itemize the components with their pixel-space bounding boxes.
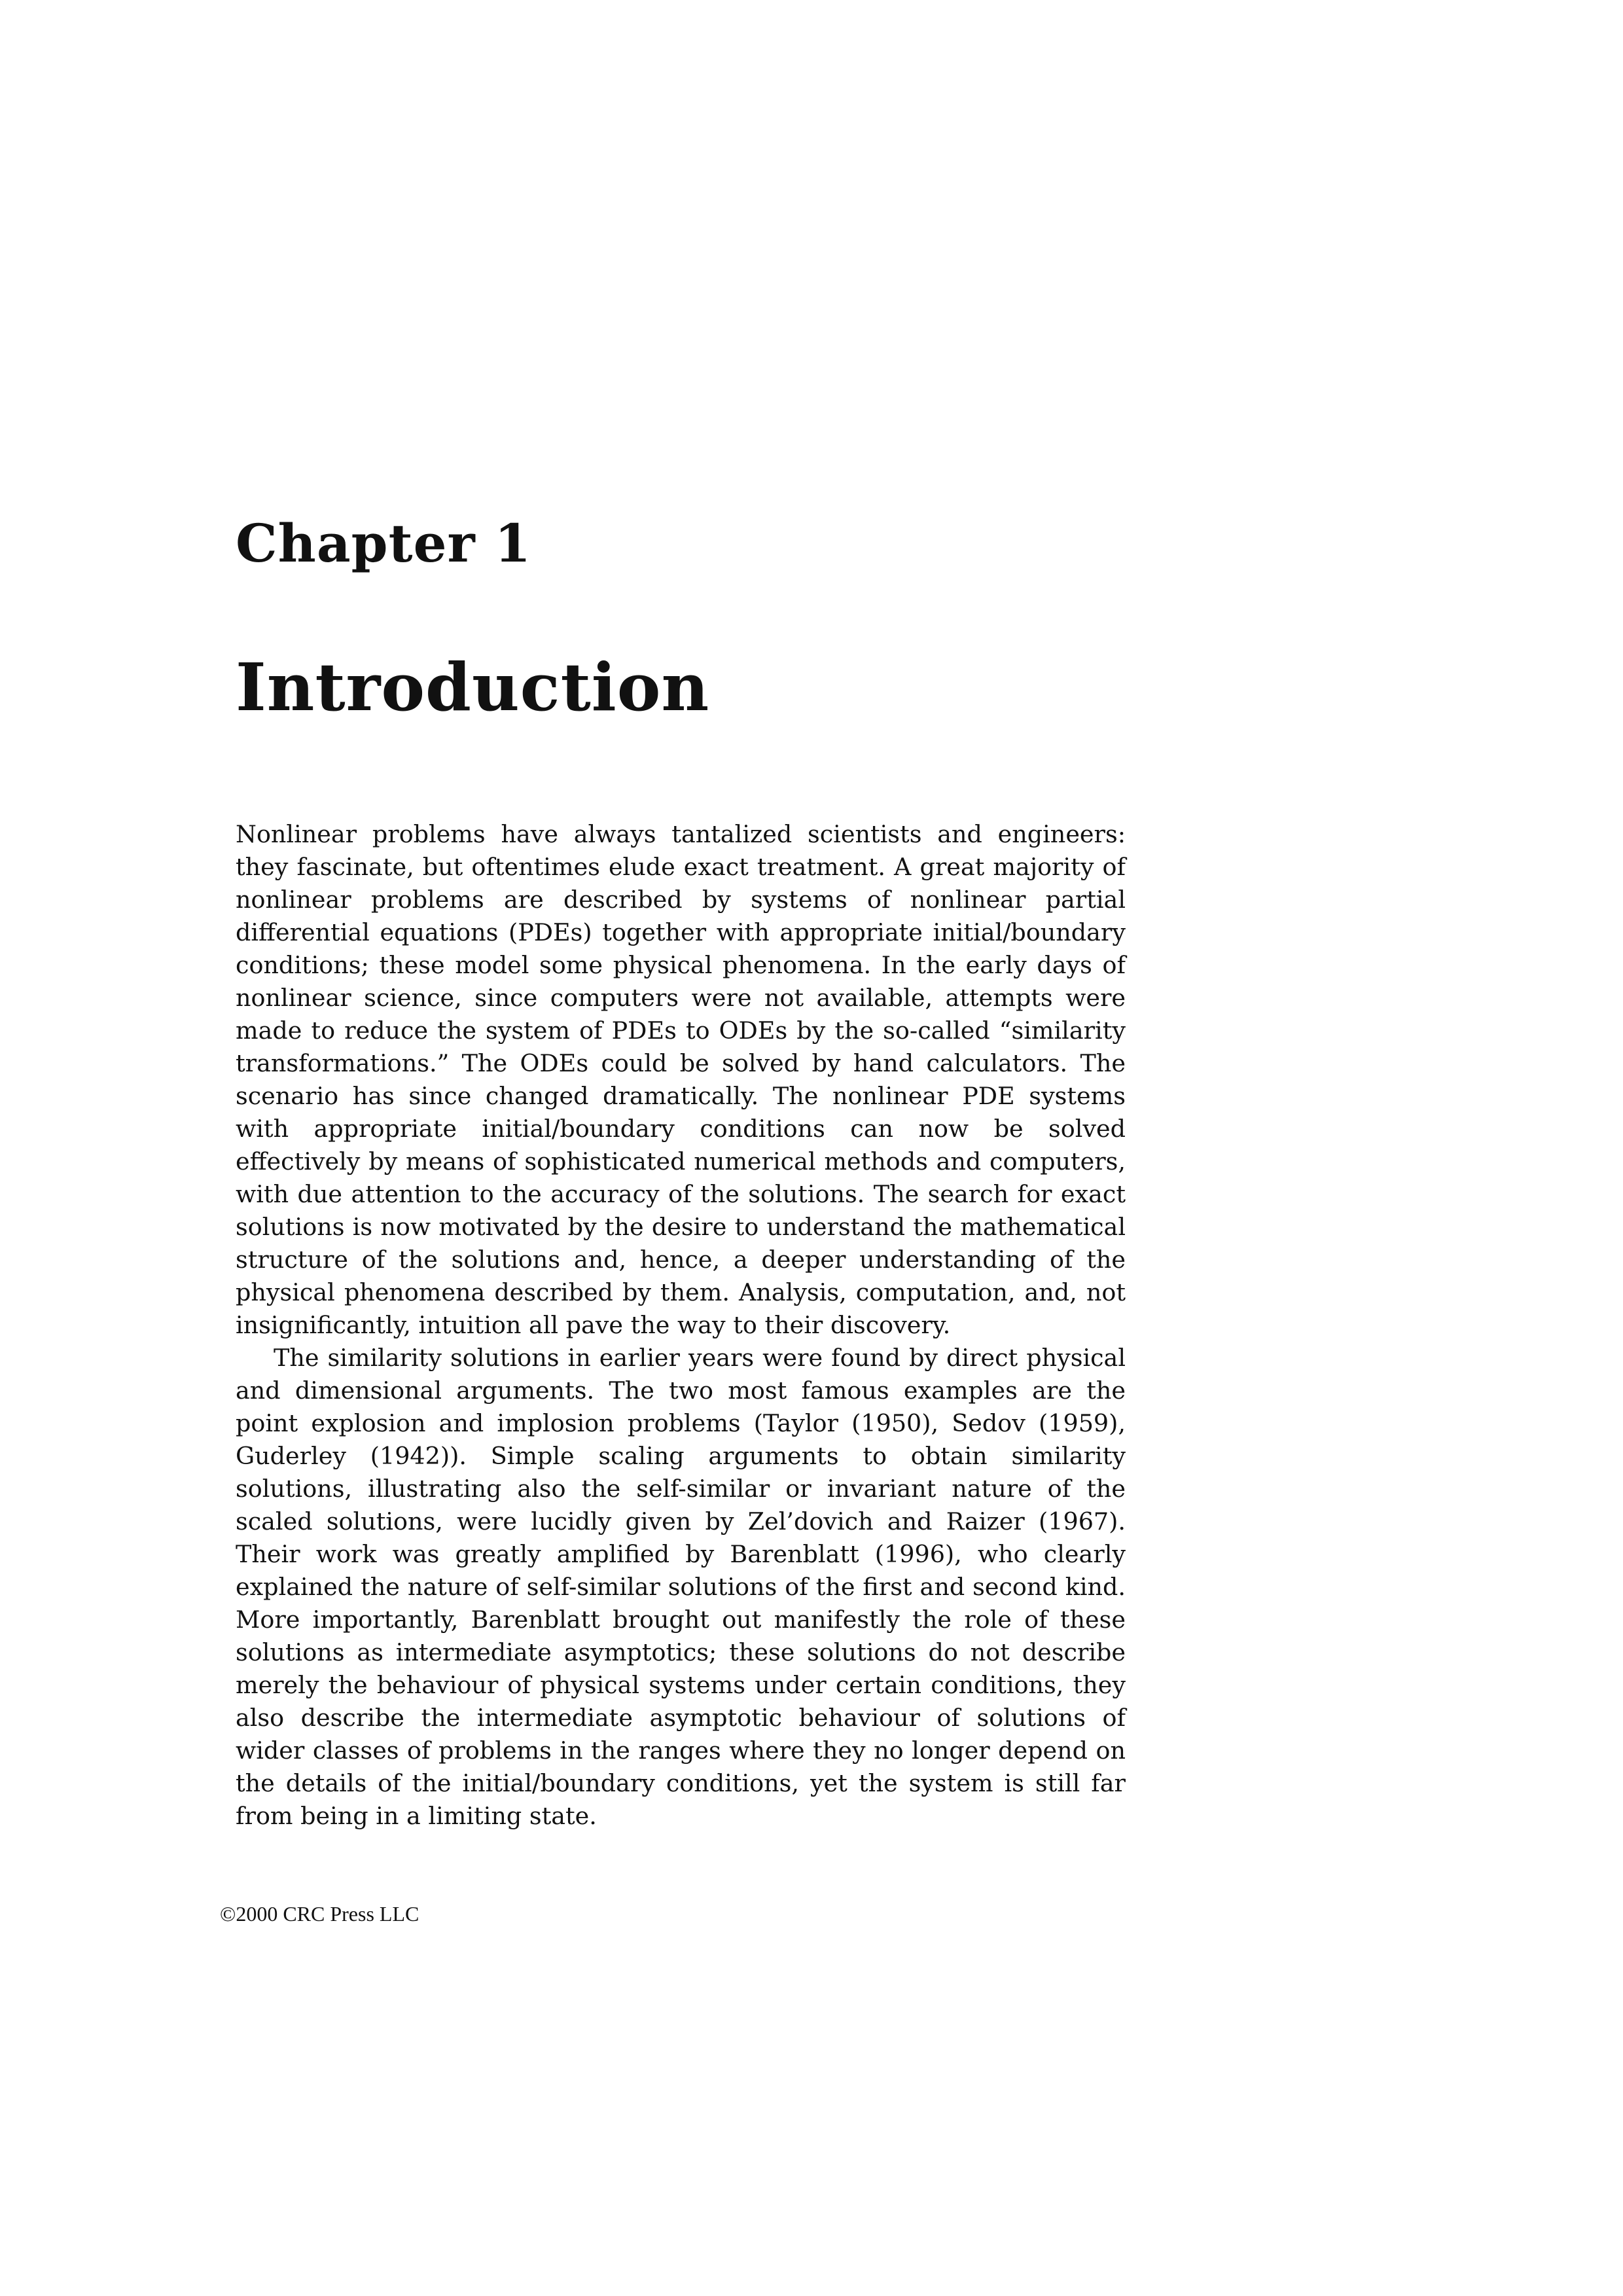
chapter-title: Introduction [236, 649, 710, 726]
body-text [236, 818, 1126, 1833]
chapter-label: Chapter 1 [236, 512, 532, 574]
copyright-notice: ©2000 CRC Press LLC [220, 1902, 419, 1926]
paragraph-1: Nonlinear problems have always tantalized scientists and engineers: they fascinate, but oftentimes elude exact treatment. A great majority of nonlinear problems are described by systems of nonlinear partial differential equations (PDEs) together with appropriate initial/boundary conditions; these model some physical phenomena. In the early days of nonlinear science, since computers were not available, attempts were made to reduce the system of PDEs to ODEs by the so-called “similarity transformations.” The ODEs could be solved by hand calculators. The scenario has since changed dramatically. The nonlinear PDE systems with appropriate initial/boundary conditions can now be solved effectively by means of sophisticated numerical methods and computers, with due attention to the accuracy of the solutions. The search for exact solutions is now motivated by the desire to understand the mathematical structure of the solutions and, hence, a deeper understanding of the physical phenomena described by them. Analysis, computation, and, not insignificantly, intuition all pave the way to their discovery. [236, 820, 1126, 1339]
paragraph-2: The similarity solutions in earlier years were found by direct physical and dimensional arguments. The two most famous examples are the point explosion and implosion problems (Taylor (1950), Sedov (1959), Guderley (1942)). Simple scaling arguments to obtain similarity solutions, illustrating also the self-similar or invariant nature of the scaled solutions, were lucidly given by Zel’dovich and Raizer (1967). Their work was greatly amplified by Barenblatt (1996), who clearly explained the nature of self-similar solutions of the first and second kind. More importantly, Barenblatt brought out manifestly the role of these solutions as intermediate asymptotics; these solutions do not describe merely the behaviour of physical systems under certain conditions, they also describe the intermediate asymptotic behaviour of solutions of wider classes of problems in the ranges where they no longer depend on the details of the initial/boundary conditions, yet the system is still far from being in a limiting state. [236, 1344, 1126, 1830]
